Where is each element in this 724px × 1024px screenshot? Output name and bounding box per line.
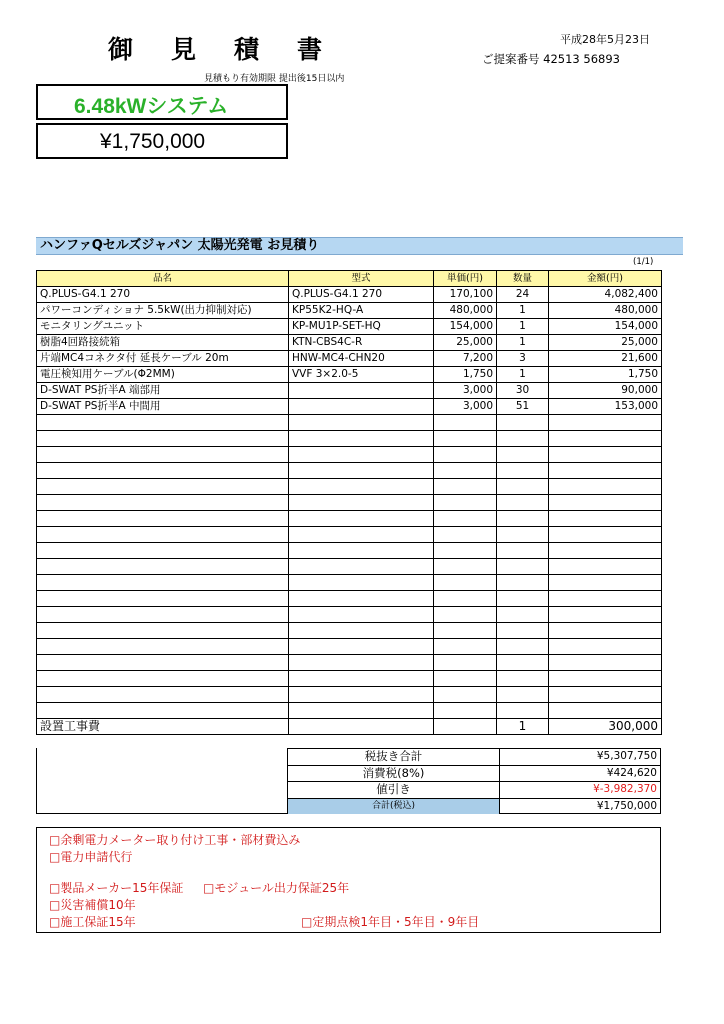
table-row-empty bbox=[37, 623, 662, 639]
table-row-empty bbox=[37, 703, 662, 719]
empty-cell bbox=[37, 687, 289, 703]
estimate-banner bbox=[36, 237, 683, 255]
item-qty: 1 bbox=[497, 335, 549, 351]
empty-cell bbox=[549, 639, 662, 655]
table-row bbox=[37, 303, 662, 319]
item-unit-price: 154,000 bbox=[434, 319, 497, 335]
empty-cell bbox=[289, 415, 434, 431]
item-model: KP-MU1P-SET-HQ bbox=[289, 319, 434, 335]
empty-cell bbox=[37, 639, 289, 655]
tax-value: ¥424,620 bbox=[606, 766, 657, 779]
empty-cell bbox=[549, 591, 662, 607]
col-header-model: 型式 bbox=[289, 271, 434, 287]
empty-cell bbox=[497, 415, 549, 431]
title-char-3: 積 bbox=[234, 35, 264, 64]
empty-cell bbox=[549, 463, 662, 479]
note-disaster: □災害補償10年 bbox=[49, 898, 136, 912]
tax-row bbox=[287, 765, 661, 782]
item-name: パワーコンディショナ 5.5kW(出力抑制対応) bbox=[37, 303, 289, 319]
empty-cell bbox=[549, 687, 662, 703]
empty-cell bbox=[37, 559, 289, 575]
empty-cell bbox=[289, 671, 434, 687]
item-amount: 300,000 bbox=[549, 719, 662, 735]
note-power-application: □電力申請代行 bbox=[49, 850, 133, 864]
table-row bbox=[37, 383, 662, 399]
discount-row bbox=[287, 781, 661, 798]
validity-note: 見積もり有効期限 提出後15日以内 bbox=[204, 74, 345, 84]
empty-cell bbox=[549, 527, 662, 543]
item-amount: 25,000 bbox=[549, 335, 662, 351]
item-name: 電圧検知用ケーブル(Φ2MM) bbox=[37, 367, 289, 383]
col-header-qty: 数量 bbox=[497, 271, 549, 287]
empty-cell bbox=[497, 447, 549, 463]
empty-cell bbox=[434, 463, 497, 479]
empty-cell bbox=[289, 639, 434, 655]
empty-cell bbox=[434, 559, 497, 575]
empty-cell bbox=[549, 671, 662, 687]
total-price: ¥1,750,000 bbox=[100, 130, 206, 153]
empty-cell bbox=[37, 527, 289, 543]
empty-cell bbox=[549, 543, 662, 559]
empty-cell bbox=[497, 687, 549, 703]
empty-cell bbox=[37, 655, 289, 671]
title-char-2: 見 bbox=[171, 35, 201, 64]
note-inspection: □定期点検1年目・5年目・9年目 bbox=[301, 915, 480, 929]
empty-cell bbox=[497, 703, 549, 719]
col-header-unit-price: 単価(円) bbox=[434, 271, 497, 287]
system-name-box bbox=[36, 84, 288, 120]
empty-cell bbox=[37, 415, 289, 431]
table-header bbox=[37, 271, 662, 287]
note-module-warranty: □モジュール出力保証25年 bbox=[203, 881, 350, 895]
empty-cell bbox=[37, 671, 289, 687]
item-model: HNW-MC4-CHN20 bbox=[289, 351, 434, 367]
estimate-table bbox=[36, 270, 662, 735]
table-row-empty bbox=[37, 415, 662, 431]
empty-cell bbox=[549, 495, 662, 511]
table-row-empty bbox=[37, 431, 662, 447]
table-row-empty bbox=[37, 463, 662, 479]
item-amount: 4,082,400 bbox=[549, 287, 662, 303]
item-unit-price: 3,000 bbox=[434, 383, 497, 399]
empty-cell bbox=[289, 623, 434, 639]
item-qty: 30 bbox=[497, 383, 549, 399]
item-name: D-SWAT PS折半A 端部用 bbox=[37, 383, 289, 399]
item-model bbox=[289, 383, 434, 399]
empty-cell bbox=[497, 607, 549, 623]
empty-cell bbox=[289, 559, 434, 575]
table-row bbox=[37, 287, 662, 303]
empty-cell bbox=[434, 703, 497, 719]
proposal-number: ご提案番号 42513 56893 bbox=[482, 52, 620, 66]
empty-cell bbox=[289, 687, 434, 703]
empty-cell bbox=[434, 495, 497, 511]
empty-cell bbox=[289, 543, 434, 559]
empty-cell bbox=[434, 543, 497, 559]
empty-cell bbox=[549, 607, 662, 623]
item-unit-price: 3,000 bbox=[434, 399, 497, 415]
notes-box bbox=[36, 827, 661, 933]
table-row-empty bbox=[37, 575, 662, 591]
empty-cell bbox=[549, 655, 662, 671]
note-construction: □施工保証15年 bbox=[49, 915, 136, 929]
item-qty: 3 bbox=[497, 351, 549, 367]
empty-cell bbox=[549, 447, 662, 463]
discount-value: ¥-3,982,370 bbox=[593, 783, 657, 795]
empty-cell bbox=[37, 623, 289, 639]
empty-cell bbox=[549, 511, 662, 527]
item-name: 設置工事費 bbox=[37, 719, 289, 735]
item-model: Q.PLUS-G4.1 270 bbox=[289, 287, 434, 303]
item-qty: 1 bbox=[497, 319, 549, 335]
empty-cell bbox=[37, 703, 289, 719]
table-row-empty bbox=[37, 687, 662, 703]
table-row-empty bbox=[37, 607, 662, 623]
empty-cell bbox=[37, 591, 289, 607]
empty-cell bbox=[37, 447, 289, 463]
system-name: 6.48kWシステム bbox=[74, 95, 229, 118]
total-value: ¥1,750,000 bbox=[596, 799, 657, 812]
empty-cell bbox=[37, 463, 289, 479]
issue-date: 平成28年5月23日 bbox=[560, 33, 650, 46]
subtotal-row bbox=[287, 748, 661, 765]
item-unit-price: 480,000 bbox=[434, 303, 497, 319]
document-title bbox=[108, 30, 360, 66]
empty-cell bbox=[497, 463, 549, 479]
title-char-4: 書 bbox=[297, 35, 327, 64]
empty-cell bbox=[434, 607, 497, 623]
item-qty: 24 bbox=[497, 287, 549, 303]
empty-cell bbox=[434, 687, 497, 703]
item-name: 樹脂4回路接続箱 bbox=[37, 335, 289, 351]
table-row-empty bbox=[37, 495, 662, 511]
item-name: D-SWAT PS折半A 中間用 bbox=[37, 399, 289, 415]
empty-cell bbox=[434, 415, 497, 431]
item-name: Q.PLUS-G4.1 270 bbox=[37, 287, 289, 303]
table-row bbox=[37, 335, 662, 351]
table-row-empty bbox=[37, 671, 662, 687]
empty-cell bbox=[497, 655, 549, 671]
empty-cell bbox=[549, 431, 662, 447]
total-row bbox=[287, 798, 661, 815]
table-row bbox=[37, 351, 662, 367]
empty-cell bbox=[434, 479, 497, 495]
empty-cell bbox=[497, 431, 549, 447]
tax-label: 消費税(8%) bbox=[288, 766, 500, 782]
discount-label: 値引き bbox=[288, 782, 500, 798]
item-name: 片端MC4コネクタ付 延長ケーブル 20m bbox=[37, 351, 289, 367]
item-model: VVF 3×2.0-5 bbox=[289, 367, 434, 383]
empty-cell bbox=[434, 655, 497, 671]
table-row-empty bbox=[37, 591, 662, 607]
item-amount: 153,000 bbox=[549, 399, 662, 415]
item-name: モニタリングユニット bbox=[37, 319, 289, 335]
col-header-amount: 金額(円) bbox=[549, 271, 662, 287]
empty-cell bbox=[497, 559, 549, 575]
empty-cell bbox=[497, 591, 549, 607]
empty-cell bbox=[497, 511, 549, 527]
empty-cell bbox=[549, 575, 662, 591]
total-label: 合計(税込) bbox=[288, 799, 500, 815]
empty-cell bbox=[549, 479, 662, 495]
empty-cell bbox=[289, 607, 434, 623]
empty-cell bbox=[37, 543, 289, 559]
empty-cell bbox=[497, 575, 549, 591]
item-unit-price bbox=[434, 719, 497, 735]
empty-cell bbox=[289, 591, 434, 607]
empty-cell bbox=[37, 607, 289, 623]
empty-cell bbox=[434, 639, 497, 655]
empty-cell bbox=[37, 431, 289, 447]
empty-cell bbox=[434, 527, 497, 543]
empty-cell bbox=[289, 575, 434, 591]
table-row-empty bbox=[37, 479, 662, 495]
item-unit-price: 7,200 bbox=[434, 351, 497, 367]
table-row bbox=[37, 399, 662, 415]
item-qty: 1 bbox=[497, 367, 549, 383]
empty-cell bbox=[289, 479, 434, 495]
subtotal-value: ¥5,307,750 bbox=[596, 750, 657, 762]
item-model bbox=[289, 399, 434, 415]
item-qty: 51 bbox=[497, 399, 549, 415]
empty-cell bbox=[37, 479, 289, 495]
item-amount: 1,750 bbox=[549, 367, 662, 383]
item-model: KP55K2-HQ-A bbox=[289, 303, 434, 319]
title-char-1: 御 bbox=[108, 35, 138, 64]
table-row-empty bbox=[37, 559, 662, 575]
empty-cell bbox=[289, 463, 434, 479]
table-row-empty bbox=[37, 447, 662, 463]
empty-cell bbox=[497, 527, 549, 543]
empty-cell bbox=[497, 479, 549, 495]
item-amount: 480,000 bbox=[549, 303, 662, 319]
note-maker-warranty: □製品メーカー15年保証 bbox=[49, 881, 184, 895]
empty-cell bbox=[37, 511, 289, 527]
page-number: (1/1) bbox=[633, 257, 654, 267]
empty-cell bbox=[497, 495, 549, 511]
empty-cell bbox=[549, 703, 662, 719]
empty-cell bbox=[289, 703, 434, 719]
empty-cell bbox=[497, 671, 549, 687]
item-qty: 1 bbox=[497, 303, 549, 319]
empty-cell bbox=[289, 655, 434, 671]
item-unit-price: 1,750 bbox=[434, 367, 497, 383]
empty-cell bbox=[289, 495, 434, 511]
empty-cell bbox=[549, 623, 662, 639]
total-price-box bbox=[36, 123, 288, 159]
table-row-empty bbox=[37, 543, 662, 559]
note-surplus-meter: □余剰電力メーター取り付け工事・部材費込み bbox=[49, 833, 301, 847]
table-row-empty bbox=[37, 639, 662, 655]
empty-cell bbox=[37, 575, 289, 591]
empty-cell bbox=[497, 623, 549, 639]
empty-cell bbox=[549, 559, 662, 575]
empty-cell bbox=[37, 495, 289, 511]
item-qty: 1 bbox=[497, 719, 549, 735]
table-row bbox=[37, 367, 662, 383]
empty-cell bbox=[289, 527, 434, 543]
empty-cell bbox=[434, 623, 497, 639]
item-amount: 21,600 bbox=[549, 351, 662, 367]
empty-cell bbox=[434, 591, 497, 607]
item-model: KTN-CBS4C-R bbox=[289, 335, 434, 351]
col-header-name: 品名 bbox=[37, 271, 289, 287]
table-row bbox=[37, 319, 662, 335]
table-row-empty bbox=[37, 511, 662, 527]
table-row-empty bbox=[37, 527, 662, 543]
summary-block bbox=[36, 748, 661, 814]
item-amount: 154,000 bbox=[549, 319, 662, 335]
empty-cell bbox=[434, 431, 497, 447]
empty-cell bbox=[434, 575, 497, 591]
item-model bbox=[289, 719, 434, 735]
empty-cell bbox=[497, 543, 549, 559]
empty-cell bbox=[434, 447, 497, 463]
banner-title: ハンファQセルズジャパン 太陽光発電 お見積り bbox=[40, 238, 320, 253]
item-unit-price: 170,100 bbox=[434, 287, 497, 303]
empty-cell bbox=[434, 671, 497, 687]
installation-row bbox=[37, 719, 662, 735]
item-unit-price: 25,000 bbox=[434, 335, 497, 351]
empty-cell bbox=[289, 447, 434, 463]
table-row-empty bbox=[37, 655, 662, 671]
empty-cell bbox=[289, 431, 434, 447]
empty-cell bbox=[497, 639, 549, 655]
item-amount: 90,000 bbox=[549, 383, 662, 399]
empty-cell bbox=[549, 415, 662, 431]
subtotal-label: 税抜き合計 bbox=[288, 749, 500, 765]
empty-cell bbox=[289, 511, 434, 527]
empty-cell bbox=[434, 511, 497, 527]
